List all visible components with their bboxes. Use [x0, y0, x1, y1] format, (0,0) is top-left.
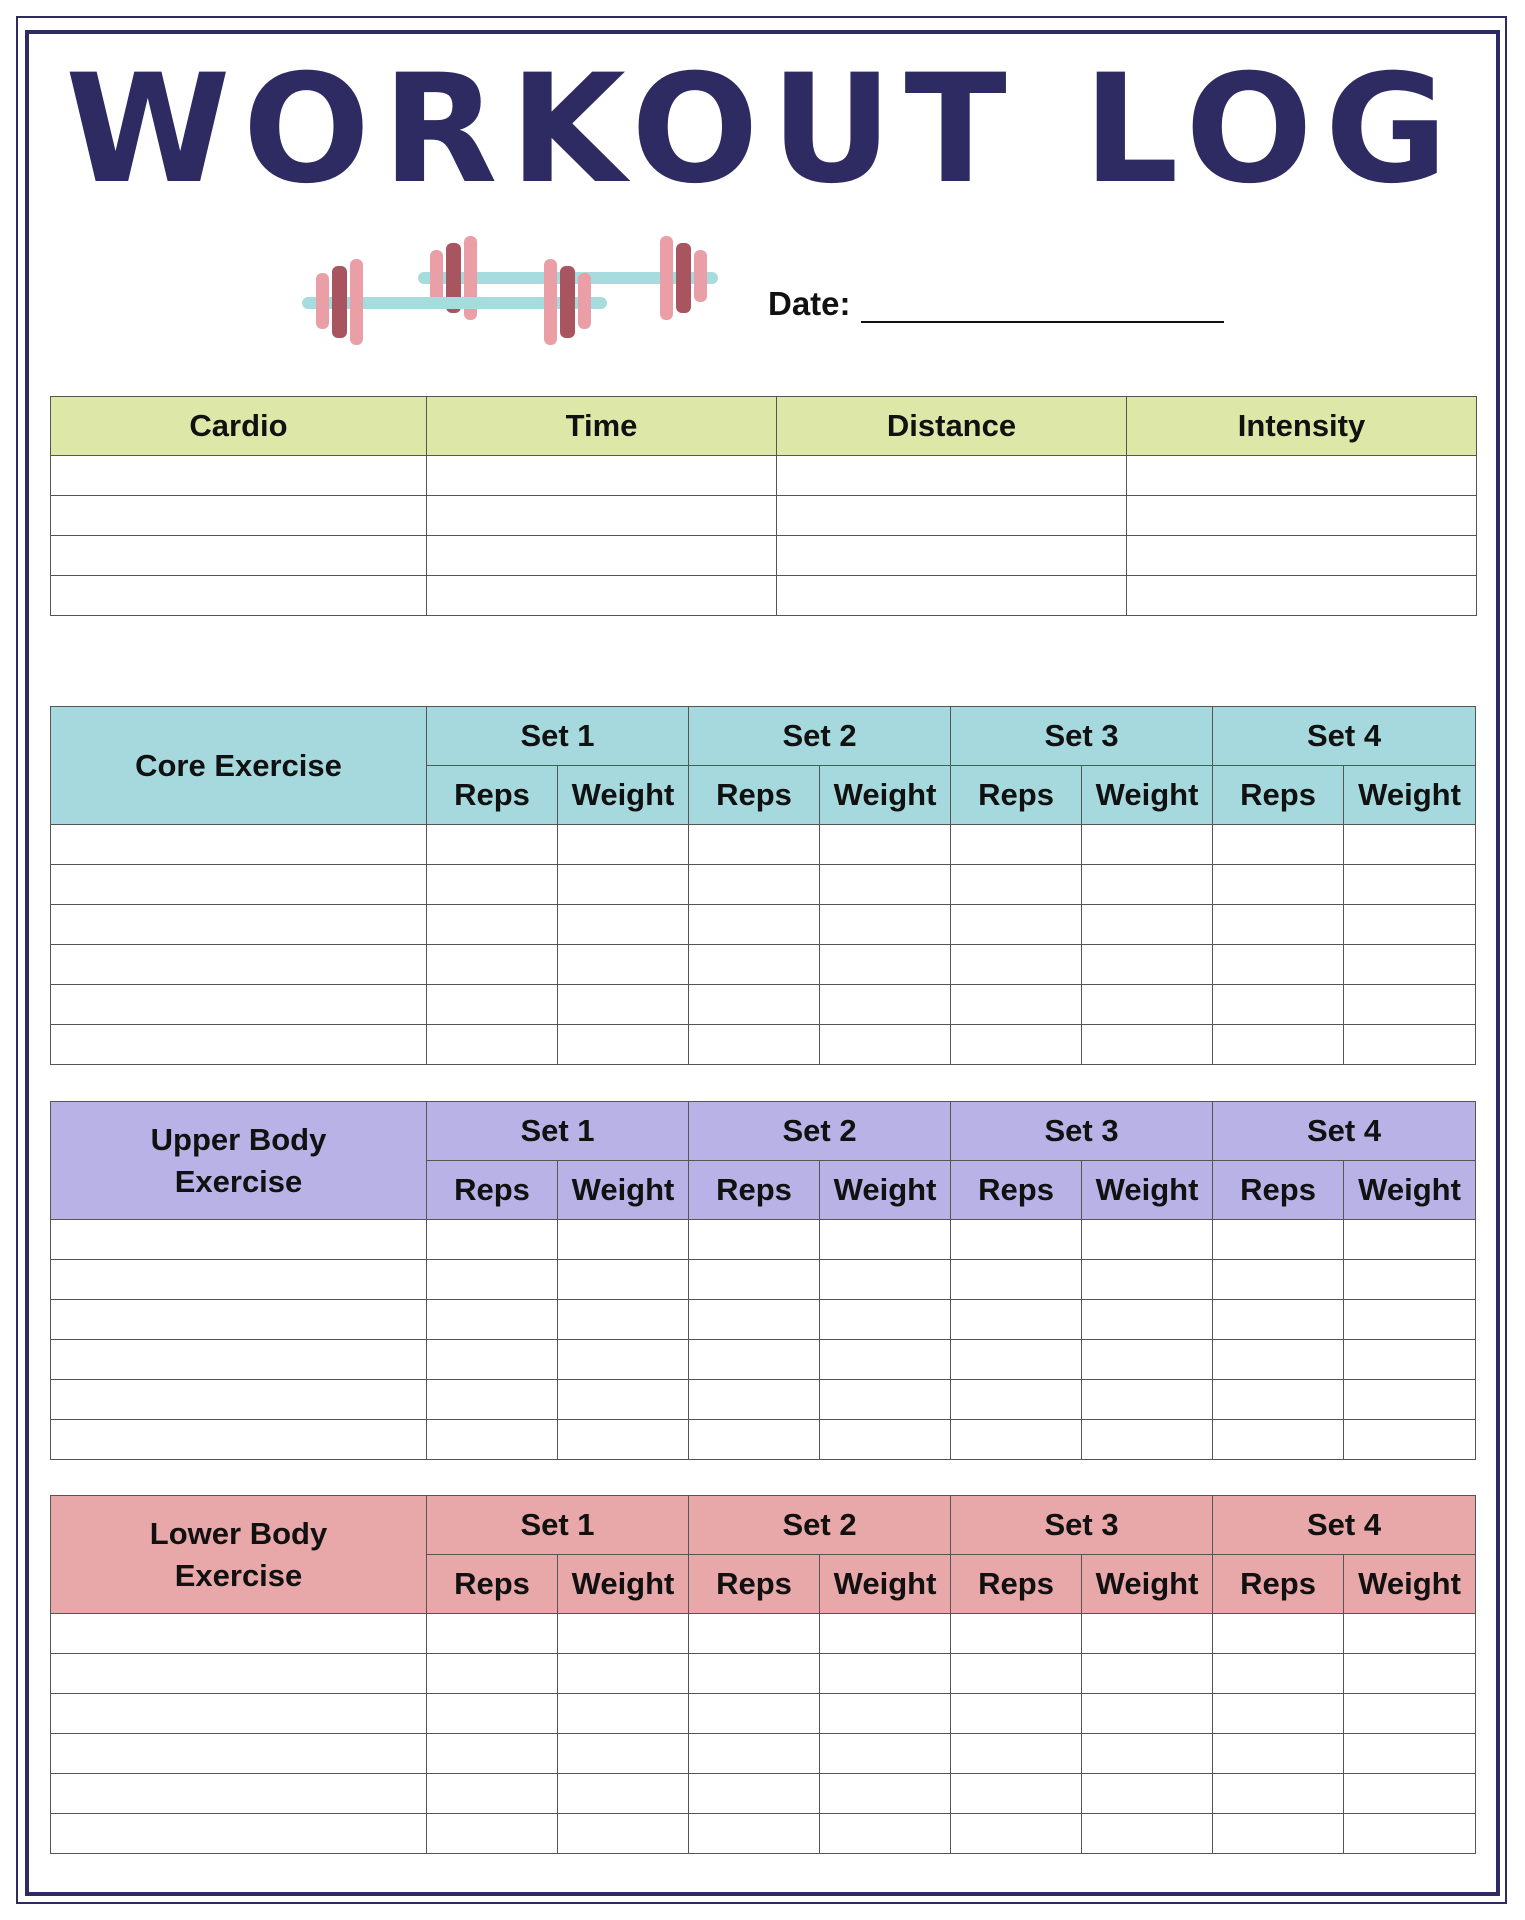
table-cell[interactable]: [1213, 1734, 1344, 1774]
table-row: [51, 496, 1477, 536]
table-cell[interactable]: [820, 1220, 951, 1260]
table-cell[interactable]: [427, 496, 777, 536]
table-cell[interactable]: [820, 945, 951, 985]
table-cell[interactable]: [1213, 1220, 1344, 1260]
weight-header: Weight: [1344, 1555, 1476, 1614]
upper-set-4: Set 4: [1213, 1102, 1476, 1161]
table-cell[interactable]: [820, 825, 951, 865]
weight-header: Weight: [820, 1161, 951, 1220]
table-cell[interactable]: [951, 945, 1082, 985]
core-label-line1: Core Exercise: [135, 747, 342, 783]
table-cell[interactable]: [1213, 1654, 1344, 1694]
table-cell[interactable]: [951, 1260, 1082, 1300]
table-cell[interactable]: [51, 1300, 427, 1340]
table-cell[interactable]: [689, 1380, 820, 1420]
table-cell[interactable]: [427, 1340, 558, 1380]
weight-header: Weight: [1344, 766, 1476, 825]
table-cell[interactable]: [427, 985, 558, 1025]
table-cell[interactable]: [51, 1814, 427, 1854]
table-cell[interactable]: [689, 1814, 820, 1854]
table-cell[interactable]: [427, 1694, 558, 1734]
dumbbell-plate: [430, 250, 443, 302]
distance-header: Distance: [777, 397, 1127, 456]
table-row: [51, 1380, 1476, 1420]
table-cell[interactable]: [1344, 985, 1476, 1025]
table-cell[interactable]: [51, 825, 427, 865]
table-cell[interactable]: [51, 905, 427, 945]
table-cell[interactable]: [51, 1654, 427, 1694]
table-cell[interactable]: [951, 1614, 1082, 1654]
table-row: [51, 1774, 1476, 1814]
table-cell[interactable]: [1127, 576, 1477, 616]
table-cell[interactable]: [1082, 1025, 1213, 1065]
table-cell[interactable]: [1213, 1380, 1344, 1420]
upper-set-3: Set 3: [951, 1102, 1213, 1161]
table-cell[interactable]: [427, 1300, 558, 1340]
table-cell[interactable]: [1213, 905, 1344, 945]
dumbbell-plate: [578, 273, 591, 329]
lower-label-line1: Lower Body: [149, 1515, 328, 1551]
table-cell[interactable]: [1213, 1694, 1344, 1734]
table-cell[interactable]: [951, 1300, 1082, 1340]
table-cell[interactable]: [427, 825, 558, 865]
table-cell[interactable]: [427, 1380, 558, 1420]
core-exercise-table: [50, 706, 1476, 1065]
table-cell[interactable]: [777, 496, 1127, 536]
table-cell[interactable]: [951, 1340, 1082, 1380]
table-row: [51, 1220, 1476, 1260]
table-cell[interactable]: [820, 905, 951, 945]
table-cell[interactable]: [1344, 1774, 1476, 1814]
table-cell[interactable]: [820, 1694, 951, 1734]
table-cell[interactable]: [51, 1260, 427, 1300]
table-cell[interactable]: [427, 1774, 558, 1814]
cardio-header-row: [51, 397, 1477, 456]
table-cell[interactable]: [427, 1025, 558, 1065]
table-cell[interactable]: [51, 865, 427, 905]
table-row: [51, 825, 1476, 865]
table-cell[interactable]: [1344, 1420, 1476, 1460]
dumbbell-plate: [544, 259, 557, 345]
dumbbell-plate: [350, 259, 363, 345]
table-cell[interactable]: [51, 1340, 427, 1380]
table-row: [51, 905, 1476, 945]
core-exercise-label: [51, 707, 427, 825]
table-cell[interactable]: [820, 1614, 951, 1654]
core-set-row: [51, 707, 1476, 766]
table-cell[interactable]: [1344, 1654, 1476, 1694]
reps-header: Reps: [427, 1161, 558, 1220]
table-cell[interactable]: [1082, 905, 1213, 945]
table-cell[interactable]: [689, 1260, 820, 1300]
table-cell[interactable]: [51, 456, 427, 496]
table-cell[interactable]: [558, 905, 689, 945]
reps-header: Reps: [951, 766, 1082, 825]
table-cell[interactable]: [558, 1614, 689, 1654]
table-cell[interactable]: [820, 1380, 951, 1420]
table-row: [51, 1614, 1476, 1654]
table-cell[interactable]: [689, 825, 820, 865]
table-cell[interactable]: [1082, 1694, 1213, 1734]
core-rows: [51, 825, 1476, 1065]
table-row: [51, 985, 1476, 1025]
table-cell[interactable]: [1344, 1260, 1476, 1300]
table-cell[interactable]: [1344, 1734, 1476, 1774]
weight-header: Weight: [558, 1555, 689, 1614]
table-cell[interactable]: [558, 1260, 689, 1300]
table-cell[interactable]: [51, 1614, 427, 1654]
table-cell[interactable]: [558, 1694, 689, 1734]
table-row: [51, 1025, 1476, 1065]
table-cell[interactable]: [1344, 1614, 1476, 1654]
lower-set-1: Set 1: [427, 1496, 689, 1555]
table-cell[interactable]: [689, 1300, 820, 1340]
table-cell[interactable]: [427, 1654, 558, 1694]
upper-set-row: [51, 1102, 1476, 1161]
time-header: Time: [427, 397, 777, 456]
cardio-table: [50, 396, 1477, 616]
table-cell[interactable]: [558, 1340, 689, 1380]
reps-header: Reps: [1213, 1555, 1344, 1614]
table-cell[interactable]: [777, 536, 1127, 576]
table-cell[interactable]: [427, 1260, 558, 1300]
upper-set-2: Set 2: [689, 1102, 951, 1161]
table-cell[interactable]: [1082, 1380, 1213, 1420]
table-cell[interactable]: [558, 945, 689, 985]
date-label: Date:: [768, 285, 851, 322]
page-title: WORKOUT LOG: [65, 43, 1460, 217]
table-cell[interactable]: [51, 1380, 427, 1420]
table-cell[interactable]: [1213, 945, 1344, 985]
weight-header: Weight: [820, 766, 951, 825]
table-row: [51, 456, 1477, 496]
table-cell[interactable]: [427, 576, 777, 616]
table-cell[interactable]: [820, 865, 951, 905]
table-cell[interactable]: [689, 905, 820, 945]
table-cell[interactable]: [51, 576, 427, 616]
core-set-3: Set 3: [951, 707, 1213, 766]
table-row: [51, 1654, 1476, 1694]
table-cell[interactable]: [1082, 1260, 1213, 1300]
table-cell[interactable]: [820, 1774, 951, 1814]
reps-header: Reps: [1213, 766, 1344, 825]
table-cell[interactable]: [1344, 1694, 1476, 1734]
core-set-1: Set 1: [427, 707, 689, 766]
table-cell[interactable]: [51, 945, 427, 985]
table-cell[interactable]: [951, 1654, 1082, 1694]
table-cell[interactable]: [820, 1420, 951, 1460]
table-cell[interactable]: [1213, 1025, 1344, 1065]
table-cell[interactable]: [1344, 865, 1476, 905]
table-cell[interactable]: [689, 865, 820, 905]
table-cell[interactable]: [1344, 1300, 1476, 1340]
table-cell[interactable]: [951, 1814, 1082, 1854]
reps-header: Reps: [951, 1161, 1082, 1220]
table-cell[interactable]: [689, 1340, 820, 1380]
table-cell[interactable]: [820, 1814, 951, 1854]
dumbbell-plate: [676, 243, 691, 313]
upper-body-exercise-table: [50, 1101, 1476, 1460]
table-cell[interactable]: [1082, 1300, 1213, 1340]
table-cell[interactable]: [1082, 945, 1213, 985]
table-cell[interactable]: [951, 1774, 1082, 1814]
table-cell[interactable]: [820, 1025, 951, 1065]
dumbbell-plate: [316, 273, 329, 329]
table-cell[interactable]: [1082, 1654, 1213, 1694]
table-row: [51, 1300, 1476, 1340]
date-field[interactable]: [861, 297, 1224, 323]
table-cell[interactable]: [51, 1025, 427, 1065]
table-cell[interactable]: [1344, 1380, 1476, 1420]
table-cell[interactable]: [689, 1025, 820, 1065]
table-row: [51, 1340, 1476, 1380]
table-cell[interactable]: [427, 1814, 558, 1854]
table-cell[interactable]: [689, 945, 820, 985]
upper-set-1: Set 1: [427, 1102, 689, 1161]
dumbbells-icon: [298, 228, 728, 353]
weight-header: Weight: [558, 766, 689, 825]
table-cell[interactable]: [820, 1260, 951, 1300]
table-cell[interactable]: [558, 1420, 689, 1460]
table-cell[interactable]: [1127, 496, 1477, 536]
table-cell[interactable]: [51, 1774, 427, 1814]
table-cell[interactable]: [558, 1814, 689, 1854]
reps-header: Reps: [689, 766, 820, 825]
table-cell[interactable]: [558, 865, 689, 905]
cardio-rows: [51, 456, 1477, 616]
reps-header: Reps: [951, 1555, 1082, 1614]
table-cell[interactable]: [951, 985, 1082, 1025]
weight-header: Weight: [820, 1555, 951, 1614]
lower-rows: [51, 1614, 1476, 1854]
table-cell[interactable]: [689, 1694, 820, 1734]
upper-label-line2: Exercise: [174, 1163, 303, 1199]
dumbbell-plate: [660, 236, 673, 320]
table-cell[interactable]: [1082, 985, 1213, 1025]
table-cell[interactable]: [51, 1734, 427, 1774]
core-set-4: Set 4: [1213, 707, 1476, 766]
table-cell[interactable]: [689, 1774, 820, 1814]
table-cell[interactable]: [1344, 1814, 1476, 1854]
table-cell[interactable]: [820, 985, 951, 1025]
table-cell[interactable]: [1082, 1420, 1213, 1460]
table-cell[interactable]: [951, 865, 1082, 905]
table-cell[interactable]: [951, 1380, 1082, 1420]
table-cell[interactable]: [558, 1380, 689, 1420]
core-set-2: Set 2: [689, 707, 951, 766]
table-row: [51, 1734, 1476, 1774]
table-row: [51, 945, 1476, 985]
weight-header: Weight: [558, 1161, 689, 1220]
table-cell[interactable]: [558, 825, 689, 865]
table-cell[interactable]: [558, 985, 689, 1025]
table-cell[interactable]: [1344, 945, 1476, 985]
reps-header: Reps: [427, 1555, 558, 1614]
table-cell[interactable]: [1127, 536, 1477, 576]
table-cell[interactable]: [427, 456, 777, 496]
table-cell[interactable]: [951, 1025, 1082, 1065]
table-cell[interactable]: [777, 456, 1127, 496]
table-cell[interactable]: [689, 1654, 820, 1694]
table-cell[interactable]: [1213, 865, 1344, 905]
reps-header: Reps: [1213, 1161, 1344, 1220]
cardio-header: Cardio: [51, 397, 427, 456]
table-cell[interactable]: [1344, 1220, 1476, 1260]
table-cell[interactable]: [820, 1734, 951, 1774]
table-cell[interactable]: [1213, 1774, 1344, 1814]
dumbbell-plate: [332, 266, 347, 338]
table-cell[interactable]: [51, 1220, 427, 1260]
reps-header: Reps: [689, 1161, 820, 1220]
table-cell[interactable]: [689, 1614, 820, 1654]
table-cell[interactable]: [1082, 1614, 1213, 1654]
table-cell[interactable]: [1082, 865, 1213, 905]
table-cell[interactable]: [1082, 1340, 1213, 1380]
table-cell[interactable]: [558, 1774, 689, 1814]
date-row: [768, 285, 1224, 323]
table-cell[interactable]: [1082, 1814, 1213, 1854]
table-cell[interactable]: [427, 1420, 558, 1460]
table-cell[interactable]: [1213, 1814, 1344, 1854]
table-cell[interactable]: [1213, 1300, 1344, 1340]
table-cell[interactable]: [51, 1694, 427, 1734]
table-cell[interactable]: [1213, 1340, 1344, 1380]
table-cell[interactable]: [820, 1340, 951, 1380]
table-cell[interactable]: [1213, 985, 1344, 1025]
weight-header: Weight: [1082, 1555, 1213, 1614]
lower-body-exercise-label: [51, 1496, 427, 1614]
table-cell[interactable]: [1082, 825, 1213, 865]
table-cell[interactable]: [427, 1614, 558, 1654]
table-cell[interactable]: [820, 1300, 951, 1340]
table-cell[interactable]: [427, 905, 558, 945]
table-cell[interactable]: [1213, 1420, 1344, 1460]
table-row: [51, 576, 1477, 616]
dumbbell-plate: [560, 266, 575, 338]
table-cell[interactable]: [558, 1220, 689, 1260]
table-cell[interactable]: [951, 905, 1082, 945]
table-cell[interactable]: [951, 1420, 1082, 1460]
table-cell[interactable]: [1127, 456, 1477, 496]
table-cell[interactable]: [1082, 1774, 1213, 1814]
table-cell[interactable]: [558, 1734, 689, 1774]
upper-rows: [51, 1220, 1476, 1460]
table-cell[interactable]: [51, 496, 427, 536]
table-cell[interactable]: [427, 945, 558, 985]
table-cell[interactable]: [1213, 1614, 1344, 1654]
table-cell[interactable]: [1344, 905, 1476, 945]
table-cell[interactable]: [558, 1300, 689, 1340]
table-cell[interactable]: [427, 1734, 558, 1774]
reps-header: Reps: [427, 766, 558, 825]
weight-header: Weight: [1344, 1161, 1476, 1220]
table-cell[interactable]: [1213, 825, 1344, 865]
lower-label-line2: Exercise: [174, 1557, 303, 1593]
table-cell[interactable]: [51, 1420, 427, 1460]
table-cell[interactable]: [51, 985, 427, 1025]
table-cell[interactable]: [427, 536, 777, 576]
table-cell[interactable]: [777, 576, 1127, 616]
lower-body-exercise-table: [50, 1495, 1476, 1854]
lower-set-2: Set 2: [689, 1496, 951, 1555]
lower-set-3: Set 3: [951, 1496, 1213, 1555]
table-row: [51, 865, 1476, 905]
weight-header: Weight: [1082, 766, 1213, 825]
table-cell[interactable]: [1344, 825, 1476, 865]
table-row: [51, 1260, 1476, 1300]
table-cell[interactable]: [1344, 1025, 1476, 1065]
table-cell[interactable]: [689, 985, 820, 1025]
table-cell[interactable]: [951, 1734, 1082, 1774]
lower-set-4: Set 4: [1213, 1496, 1476, 1555]
table-row: [51, 1694, 1476, 1734]
table-cell[interactable]: [1082, 1220, 1213, 1260]
table-cell[interactable]: [820, 1654, 951, 1694]
table-cell[interactable]: [427, 1220, 558, 1260]
upper-body-exercise-label: [51, 1102, 427, 1220]
upper-label-line1: Upper Body: [150, 1121, 327, 1157]
intensity-header: Intensity: [1127, 397, 1477, 456]
reps-header: Reps: [689, 1555, 820, 1614]
table-row: [51, 1420, 1476, 1460]
table-cell[interactable]: [1344, 1340, 1476, 1380]
table-cell[interactable]: [1082, 1734, 1213, 1774]
table-cell[interactable]: [51, 536, 427, 576]
table-row: [51, 536, 1477, 576]
table-row: [51, 1814, 1476, 1854]
table-cell[interactable]: [689, 1220, 820, 1260]
weight-header: Weight: [1082, 1161, 1213, 1220]
dumbbell-plate: [694, 250, 707, 302]
table-cell[interactable]: [689, 1734, 820, 1774]
table-cell[interactable]: [689, 1420, 820, 1460]
lower-set-row: [51, 1496, 1476, 1555]
table-cell[interactable]: [558, 1025, 689, 1065]
table-cell[interactable]: [558, 1654, 689, 1694]
table-cell[interactable]: [951, 825, 1082, 865]
table-cell[interactable]: [1213, 1260, 1344, 1300]
table-cell[interactable]: [427, 865, 558, 905]
table-cell[interactable]: [951, 1220, 1082, 1260]
table-cell[interactable]: [951, 1694, 1082, 1734]
